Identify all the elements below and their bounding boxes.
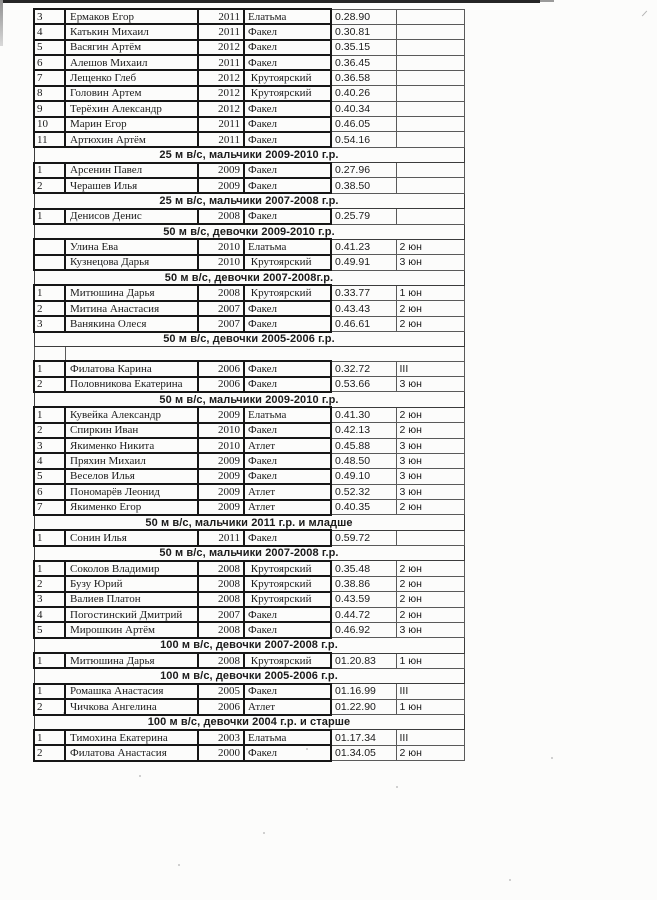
time-cell: 01.22.90 [331,699,396,714]
time-cell: 0.36.45 [331,55,396,70]
team-cell: Крутоярский [244,561,331,576]
rank-cell: 3 юн [396,255,464,270]
time-cell: 0.46.92 [331,622,396,637]
time-cell: 01.20.83 [331,653,396,668]
result-row [34,86,464,101]
team-cell: Факел [244,301,331,316]
result-row [34,361,464,376]
spacer-row [34,346,464,361]
time-cell: 0.54.16 [331,132,396,147]
rank-cell: III [396,361,464,376]
result-row [34,607,464,622]
team-cell: Крутоярский [244,592,331,607]
name-cell: Половникова Екатерина [65,377,198,392]
year-cell: 2006 [198,361,244,376]
result-row [34,576,464,591]
year-cell: 2012 [198,70,244,85]
year-cell: 2012 [198,86,244,101]
name-cell: Пряхин Михаил [65,453,198,468]
year-cell: 2009 [198,453,244,468]
place-cell: 1 [34,209,65,224]
section-header-row [34,332,464,347]
result-row [34,453,464,468]
name-cell: Митина Анастасия [65,301,198,316]
rank-cell [396,55,464,70]
time-cell: 0.41.30 [331,407,396,422]
section-header: 100 м в/с, девочки 2005-2006 г.р. [34,668,464,683]
place-cell: 2 [34,745,65,760]
year-cell: 2010 [198,255,244,270]
time-cell: 0.38.50 [331,178,396,193]
section-header: 50 м в/с, девочки 2007-2008г.р. [34,270,464,285]
year-cell: 2007 [198,607,244,622]
place-cell: 2 [34,576,65,591]
team-cell: Факел [244,101,331,116]
name-cell: Пономарёв Леонид [65,484,198,499]
team-cell: Атлет [244,500,331,515]
name-cell: Якименко Никита [65,438,198,453]
result-row [34,301,464,316]
rank-cell: 2 юн [396,607,464,622]
place-cell: 6 [34,55,65,70]
rank-cell: III [396,730,464,745]
rank-cell [396,86,464,101]
name-cell: Сонин Илья [65,530,198,545]
result-row [34,561,464,576]
result-row [34,40,464,55]
rank-cell: 1 юн [396,653,464,668]
name-cell: Валиев Платон [65,592,198,607]
section-header-row [34,546,464,561]
result-row [34,438,464,453]
year-cell: 2005 [198,684,244,699]
place-cell: 2 [34,178,65,193]
result-row [34,745,464,760]
result-row [34,699,464,714]
place-cell: 4 [34,453,65,468]
time-cell: 0.38.86 [331,576,396,591]
result-row [34,255,464,270]
time-cell: 0.59.72 [331,530,396,545]
scan-speckle [178,864,180,866]
place-cell: 1 [34,407,65,422]
year-cell: 2000 [198,745,244,760]
team-cell: Факел [244,316,331,331]
team-cell: Факел [244,423,331,438]
year-cell: 2009 [198,469,244,484]
rank-cell [396,9,464,24]
section-header-row [34,515,464,530]
name-cell: Якименко Егор [65,500,198,515]
rank-cell: 2 юн [396,407,464,422]
name-cell: Мирошкин Артём [65,622,198,637]
place-cell: 4 [34,607,65,622]
time-cell: 0.25.79 [331,209,396,224]
name-cell: Алешов Михаил [65,55,198,70]
time-cell: 0.42.13 [331,423,396,438]
rank-cell: 2 юн [396,500,464,515]
team-cell: Факел [244,622,331,637]
team-cell: Елатьма [244,730,331,745]
year-cell: 2008 [198,622,244,637]
team-cell: Факел [244,132,331,147]
place-cell: 1 [34,361,65,376]
rank-cell: 2 юн [396,561,464,576]
place-cell: 8 [34,86,65,101]
year-cell: 2011 [198,530,244,545]
place-cell: 5 [34,40,65,55]
team-cell: Крутоярский [244,255,331,270]
section-header: 50 м в/с, мальчики 2011 г.р. и младше [34,515,464,530]
time-cell: 0.46.61 [331,316,396,331]
scan-edge-artifact [540,0,554,2]
section-header: 50 м в/с, девочки 2009-2010 г.р. [34,224,464,239]
name-cell: Лещенко Глеб [65,70,198,85]
team-cell: Факел [244,55,331,70]
results-table-body [34,9,464,761]
time-cell: 0.40.34 [331,101,396,116]
place-cell: 3 [34,9,65,24]
scan-speckle [139,775,141,777]
time-cell: 0.35.15 [331,40,396,55]
time-cell: 0.27.96 [331,163,396,178]
year-cell: 2011 [198,132,244,147]
name-cell: Филатова Анастасия [65,745,198,760]
time-cell: 0.44.72 [331,607,396,622]
results-table [33,8,465,762]
result-row [34,530,464,545]
result-row [34,9,464,24]
result-row [34,316,464,331]
rank-cell: 2 юн [396,745,464,760]
year-cell: 2012 [198,101,244,116]
time-cell: 0.30.81 [331,24,396,39]
spacer-cell [34,346,65,361]
time-cell: 0.45.88 [331,438,396,453]
time-cell: 0.49.91 [331,255,396,270]
section-header: 50 м в/с, девочки 2005-2006 г.р. [34,332,464,347]
team-cell: Крутоярский [244,70,331,85]
place-cell: 10 [34,117,65,132]
place-cell: 3 [34,592,65,607]
name-cell: Бузу Юрий [65,576,198,591]
result-row [34,163,464,178]
place-cell [34,239,65,254]
year-cell: 2010 [198,438,244,453]
result-row [34,55,464,70]
rank-cell: 3 юн [396,622,464,637]
time-cell: 0.53.66 [331,377,396,392]
section-header-row [34,147,464,162]
year-cell: 2009 [198,484,244,499]
team-cell: Факел [244,377,331,392]
rank-cell: 2 юн [396,301,464,316]
time-cell: 0.43.59 [331,592,396,607]
name-cell: Соколов Владимир [65,561,198,576]
name-cell: Марин Егор [65,117,198,132]
name-cell: Артюхин Артём [65,132,198,147]
team-cell: Елатьма [244,239,331,254]
team-cell: Атлет [244,438,331,453]
name-cell: Улина Ева [65,239,198,254]
team-cell: Факел [244,163,331,178]
spacer-cell [65,346,464,361]
name-cell: Ванякина Олеся [65,316,198,331]
year-cell: 2009 [198,178,244,193]
team-cell: Факел [244,469,331,484]
year-cell: 2008 [198,209,244,224]
year-cell: 2009 [198,500,244,515]
scan-speckle [642,11,647,17]
rank-cell: 2 юн [396,239,464,254]
year-cell: 2008 [198,653,244,668]
team-cell: Факел [244,40,331,55]
rank-cell [396,40,464,55]
section-header: 100 м в/с, девочки 2007-2008 г.р. [34,638,464,653]
place-cell: 1 [34,684,65,699]
rank-cell: 3 юн [396,453,464,468]
team-cell: Крутоярский [244,653,331,668]
place-cell [34,255,65,270]
year-cell: 2006 [198,699,244,714]
name-cell: Митюшина Дарья [65,285,198,300]
time-cell: 0.28.90 [331,9,396,24]
scan-edge-artifact [0,0,3,46]
team-cell: Крутоярский [244,576,331,591]
result-row [34,24,464,39]
team-cell: Факел [244,117,331,132]
rank-cell: 2 юн [396,592,464,607]
rank-cell [396,101,464,116]
rank-cell [396,132,464,147]
place-cell: 2 [34,377,65,392]
place-cell: 7 [34,500,65,515]
rank-cell: 2 юн [396,423,464,438]
rank-cell [396,530,464,545]
section-header-row [34,224,464,239]
year-cell: 2011 [198,55,244,70]
result-row [34,684,464,699]
rank-cell: 3 юн [396,377,464,392]
time-cell: 0.46.05 [331,117,396,132]
team-cell: Атлет [244,699,331,714]
name-cell: Терёхин Александр [65,101,198,116]
year-cell: 2008 [198,561,244,576]
time-cell: 0.35.48 [331,561,396,576]
section-header: 100 м в/с, девочки 2004 г.р. и старше [34,715,464,730]
section-header-row [34,270,464,285]
time-cell: 0.43.43 [331,301,396,316]
rank-cell [396,24,464,39]
scan-speckle [396,786,398,788]
place-cell: 1 [34,653,65,668]
rank-cell: 3 юн [396,469,464,484]
rank-cell [396,163,464,178]
team-cell: Факел [244,530,331,545]
name-cell: Арсенин Павел [65,163,198,178]
year-cell: 2003 [198,730,244,745]
section-header: 25 м в/с, мальчики 2007-2008 г.р. [34,193,464,208]
name-cell: Веселов Илья [65,469,198,484]
name-cell: Ермаков Егор [65,9,198,24]
name-cell: Чичкова Ангелина [65,699,198,714]
place-cell: 11 [34,132,65,147]
time-cell: 0.52.32 [331,484,396,499]
rank-cell: III [396,684,464,699]
time-cell: 01.17.34 [331,730,396,745]
name-cell: Катькин Михаил [65,24,198,39]
place-cell: 2 [34,699,65,714]
name-cell: Денисов Денис [65,209,198,224]
time-cell: 0.40.26 [331,86,396,101]
team-cell: Факел [244,209,331,224]
name-cell: Кувейка Александр [65,407,198,422]
place-cell: 1 [34,163,65,178]
place-cell: 4 [34,24,65,39]
rank-cell [396,209,464,224]
time-cell: 0.41.23 [331,239,396,254]
result-row [34,209,464,224]
rank-cell: 2 юн [396,316,464,331]
scan-speckle [263,832,265,834]
team-cell: Факел [244,24,331,39]
result-row [34,653,464,668]
year-cell: 2010 [198,423,244,438]
result-row [34,484,464,499]
section-header-row [34,668,464,683]
result-row [34,132,464,147]
year-cell: 2006 [198,377,244,392]
rank-cell [396,178,464,193]
result-row [34,101,464,116]
year-cell: 2007 [198,316,244,331]
time-cell: 0.33.77 [331,285,396,300]
time-cell: 01.16.99 [331,684,396,699]
year-cell: 2012 [198,40,244,55]
rank-cell: 2 юн [396,576,464,591]
place-cell: 1 [34,530,65,545]
time-cell: 0.36.58 [331,70,396,85]
name-cell: Васягин Артём [65,40,198,55]
year-cell: 2009 [198,407,244,422]
year-cell: 2011 [198,117,244,132]
place-cell: 2 [34,423,65,438]
team-cell: Факел [244,684,331,699]
year-cell: 2011 [198,24,244,39]
name-cell: Тимохина Екатерина [65,730,198,745]
place-cell: 2 [34,301,65,316]
team-cell: Факел [244,361,331,376]
result-row [34,117,464,132]
result-row [34,469,464,484]
time-cell: 01.34.05 [331,745,396,760]
team-cell: Крутоярский [244,285,331,300]
result-row [34,285,464,300]
section-header: 50 м в/с, мальчики 2007-2008 г.р. [34,546,464,561]
year-cell: 2008 [198,592,244,607]
rank-cell: 3 юн [396,438,464,453]
place-cell: 9 [34,101,65,116]
rank-cell: 1 юн [396,699,464,714]
place-cell: 1 [34,561,65,576]
time-cell: 0.32.72 [331,361,396,376]
year-cell: 2007 [198,301,244,316]
scan-edge-artifact [0,0,540,3]
place-cell: 5 [34,622,65,637]
scan-speckle [509,879,511,881]
place-cell: 1 [34,730,65,745]
time-cell: 0.49.10 [331,469,396,484]
name-cell: Спиркин Иван [65,423,198,438]
year-cell: 2010 [198,239,244,254]
year-cell: 2008 [198,576,244,591]
name-cell: Погостинский Дмитрий [65,607,198,622]
place-cell: 6 [34,484,65,499]
time-cell: 0.48.50 [331,453,396,468]
name-cell: Филатова Карина [65,361,198,376]
place-cell: 7 [34,70,65,85]
year-cell: 2009 [198,163,244,178]
team-cell: Елатьма [244,9,331,24]
place-cell: 3 [34,316,65,331]
team-cell: Елатьма [244,407,331,422]
team-cell: Атлет [244,484,331,499]
scan-speckle [551,757,553,759]
name-cell: Ромашка Анастасия [65,684,198,699]
section-header-row [34,392,464,407]
section-header-row [34,638,464,653]
year-cell: 2011 [198,9,244,24]
time-cell: 0.40.35 [331,500,396,515]
team-cell: Факел [244,745,331,760]
result-row [34,178,464,193]
rank-cell: 1 юн [396,285,464,300]
team-cell: Факел [244,607,331,622]
section-header: 50 м в/с, мальчики 2009-2010 г.р. [34,392,464,407]
result-row [34,239,464,254]
place-cell: 5 [34,469,65,484]
place-cell: 1 [34,285,65,300]
rank-cell: 3 юн [396,484,464,499]
place-cell: 3 [34,438,65,453]
section-header-row [34,193,464,208]
result-row [34,592,464,607]
team-cell: Крутоярский [244,86,331,101]
rank-cell [396,117,464,132]
result-row [34,377,464,392]
result-row [34,70,464,85]
team-cell: Факел [244,178,331,193]
result-row [34,730,464,745]
name-cell: Митюшина Дарья [65,653,198,668]
result-row [34,423,464,438]
name-cell: Головин Артем [65,86,198,101]
result-row [34,622,464,637]
year-cell: 2008 [198,285,244,300]
name-cell: Кузнецова Дарья [65,255,198,270]
rank-cell [396,70,464,85]
section-header-row [34,715,464,730]
section-header: 25 м в/с, мальчики 2009-2010 г.р. [34,147,464,162]
name-cell: Черашев Илья [65,178,198,193]
result-row [34,500,464,515]
result-row [34,407,464,422]
team-cell: Факел [244,453,331,468]
